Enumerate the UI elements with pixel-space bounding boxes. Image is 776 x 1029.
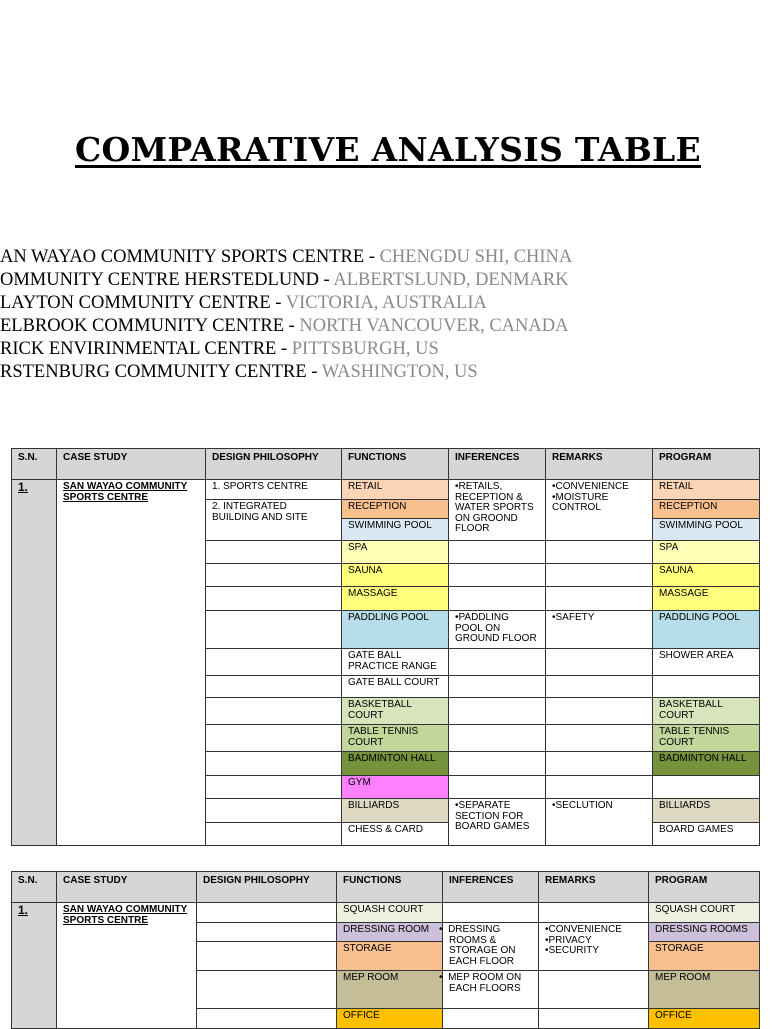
- remark-cell: [539, 903, 649, 923]
- inference-cell: •RETAILS, RECEPTION & WATER SPORTS ON GROOND FLOOR: [449, 480, 546, 541]
- philosophy-cell: [206, 676, 342, 698]
- program-cell: TABLE TENNIS COURT: [653, 725, 760, 752]
- program-cell: SPA: [653, 541, 760, 564]
- inference-cell: [449, 649, 546, 676]
- case-study-item: RICK ENVIRINMENTAL CENTRE - PITTSBURGH, US: [0, 339, 439, 359]
- program-cell: BADMINTON HALL: [653, 752, 760, 776]
- remark-cell: [546, 541, 653, 564]
- philosophy-cell: 1. SPORTS CENTRE: [206, 480, 342, 500]
- inference-cell: [449, 776, 546, 799]
- program-cell: DRESSING ROOMS: [649, 923, 760, 942]
- function-cell: SWIMMING POOL: [342, 519, 449, 541]
- program-cell: BILLIARDS: [653, 799, 760, 823]
- program-cell: BASKETBALL COURT: [653, 698, 760, 725]
- philosophy-cell: [206, 587, 342, 611]
- philosophy-cell: [206, 752, 342, 776]
- remark-cell: [546, 564, 653, 587]
- program-cell: SQUASH COURT: [649, 903, 760, 923]
- philosophy-cell: [197, 942, 337, 971]
- header-sn: S.N.: [12, 872, 57, 903]
- function-cell: CHESS & CARD: [342, 823, 449, 846]
- comparative-table-1: [11, 448, 760, 846]
- remark-cell: [546, 676, 653, 698]
- philosophy-cell: [197, 923, 337, 942]
- inference-cell: [449, 676, 546, 698]
- inference-cell: •SEPARATE SECTION FOR BOARD GAMES: [449, 799, 546, 846]
- program-cell: MEP ROOM: [649, 971, 760, 1009]
- case-study-item: RSTENBURG COMMUNITY CENTRE - WASHINGTON, US: [0, 362, 478, 382]
- header-sn: S.N.: [12, 449, 57, 480]
- inference-cell: [443, 903, 539, 923]
- header-design-philosophy: DESIGN PHILOSOPHY: [206, 449, 342, 480]
- serial-number-cell: 1.: [12, 480, 57, 846]
- function-cell: SQUASH COURT: [337, 903, 443, 923]
- function-cell: RETAIL: [342, 480, 449, 500]
- function-cell: BASKETBALL COURT: [342, 698, 449, 725]
- inference-cell: • DRESSING ROOMS & STORAGE ON EACH FLOOR: [443, 923, 539, 971]
- function-cell: OFFICE: [337, 1009, 443, 1029]
- function-cell: DRESSING ROOM: [337, 923, 443, 942]
- header-remarks: REMARKS: [546, 449, 653, 480]
- philosophy-cell: [206, 725, 342, 752]
- remark-cell: •SAFETY: [546, 611, 653, 649]
- header-inferences: INFERENCES: [443, 872, 539, 903]
- philosophy-cell: [206, 799, 342, 823]
- function-cell: MEP ROOM: [337, 971, 443, 1009]
- function-cell: BADMINTON HALL: [342, 752, 449, 776]
- header-remarks: REMARKS: [539, 872, 649, 903]
- program-cell: SWIMMING POOL: [653, 519, 760, 541]
- program-cell: [653, 676, 760, 698]
- case-study-cell: SAN WAYAO COMMUNITY SPORTS CENTRE: [57, 480, 206, 846]
- header-program: PROGRAM: [653, 449, 760, 480]
- program-cell: SAUNA: [653, 564, 760, 587]
- header-design-philosophy: DESIGN PHILOSOPHY: [197, 872, 337, 903]
- remark-cell: •CONVENIENCE •MOISTURE CONTROL: [546, 480, 653, 541]
- remark-cell: [546, 698, 653, 725]
- program-cell: PADDLING POOL: [653, 611, 760, 649]
- header-program: PROGRAM: [649, 872, 760, 903]
- inference-cell: [449, 725, 546, 752]
- inference-cell: [449, 698, 546, 725]
- philosophy-cell: [206, 611, 342, 649]
- remark-cell: [539, 1009, 649, 1029]
- function-cell: TABLE TENNIS COURT: [342, 725, 449, 752]
- program-cell: BOARD GAMES: [653, 823, 760, 846]
- table-row: [12, 903, 760, 923]
- inference-cell: •PADDLING POOL ON GROUND FLOOR: [449, 611, 546, 649]
- case-study-item: OMMUNITY CENTRE HERSTEDLUND - ALBERTSLUND, DENMARK: [0, 270, 569, 290]
- inference-cell: [449, 587, 546, 611]
- remark-cell: •CONVENIENCE •PRIVACY •SECURITY: [539, 923, 649, 971]
- remark-cell: •SECLUTION: [546, 799, 653, 846]
- function-cell: STORAGE: [337, 942, 443, 971]
- function-cell: PADDLING POOL: [342, 611, 449, 649]
- program-cell: MASSAGE: [653, 587, 760, 611]
- remark-cell: [546, 752, 653, 776]
- philosophy-cell: [206, 698, 342, 725]
- remark-cell: [546, 649, 653, 676]
- table-header-row: [12, 872, 760, 903]
- philosophy-cell: [197, 903, 337, 923]
- comparative-table-2: [11, 871, 760, 1029]
- philosophy-cell: [206, 776, 342, 799]
- inference-cell: • MEP ROOM ON EACH FLOORS: [443, 971, 539, 1009]
- function-cell: RECEPTION: [342, 500, 449, 519]
- inference-cell: [443, 1009, 539, 1029]
- function-cell: GYM: [342, 776, 449, 799]
- philosophy-cell: [197, 1009, 337, 1029]
- case-study-list: [0, 246, 768, 384]
- philosophy-cell: [206, 649, 342, 676]
- program-cell: [653, 776, 760, 799]
- function-cell: BILLIARDS: [342, 799, 449, 823]
- program-cell: STORAGE: [649, 942, 760, 971]
- case-study-item: AN WAYAO COMMUNITY SPORTS CENTRE - CHENGDU SHI, CHINA: [0, 247, 573, 267]
- program-cell: RECEPTION: [653, 500, 760, 519]
- table-header-row: [12, 449, 760, 480]
- philosophy-cell: [206, 564, 342, 587]
- philosophy-cell: [206, 541, 342, 564]
- case-study-cell: SAN WAYAO COMMUNITY SPORTS CENTRE: [57, 903, 197, 1029]
- remark-cell: [539, 971, 649, 1009]
- function-cell: GATE BALL COURT: [342, 676, 449, 698]
- table-row: [12, 480, 760, 500]
- program-cell: SHOWER AREA: [653, 649, 760, 676]
- header-functions: FUNCTIONS: [337, 872, 443, 903]
- philosophy-cell: [197, 971, 337, 1009]
- function-cell: SPA: [342, 541, 449, 564]
- program-cell: RETAIL: [653, 480, 760, 500]
- case-study-item: ELBROOK COMMUNITY CENTRE - NORTH VANCOUVER, CANADA: [0, 316, 569, 336]
- function-cell: GATE BALL PRACTICE RANGE: [342, 649, 449, 676]
- serial-number-cell: 1.: [12, 903, 57, 1029]
- inference-cell: [449, 564, 546, 587]
- philosophy-cell: [206, 823, 342, 846]
- case-study-item: LAYTON COMMUNITY CENTRE - VICTORIA, AUSTRALIA: [0, 293, 487, 313]
- remark-cell: [546, 776, 653, 799]
- header-case-study: CASE STUDY: [57, 872, 197, 903]
- header-inferences: INFERENCES: [449, 449, 546, 480]
- philosophy-cell: 2. INTEGRATED BUILDING AND SITE: [206, 500, 342, 541]
- function-cell: SAUNA: [342, 564, 449, 587]
- inference-cell: [449, 752, 546, 776]
- program-cell: OFFICE: [649, 1009, 760, 1029]
- function-cell: MASSAGE: [342, 587, 449, 611]
- remark-cell: [546, 587, 653, 611]
- header-functions: FUNCTIONS: [342, 449, 449, 480]
- header-case-study: CASE STUDY: [57, 449, 206, 480]
- page-title: COMPARATIVE ANALYSIS TABLE: [74, 130, 702, 169]
- remark-cell: [546, 725, 653, 752]
- inference-cell: [449, 541, 546, 564]
